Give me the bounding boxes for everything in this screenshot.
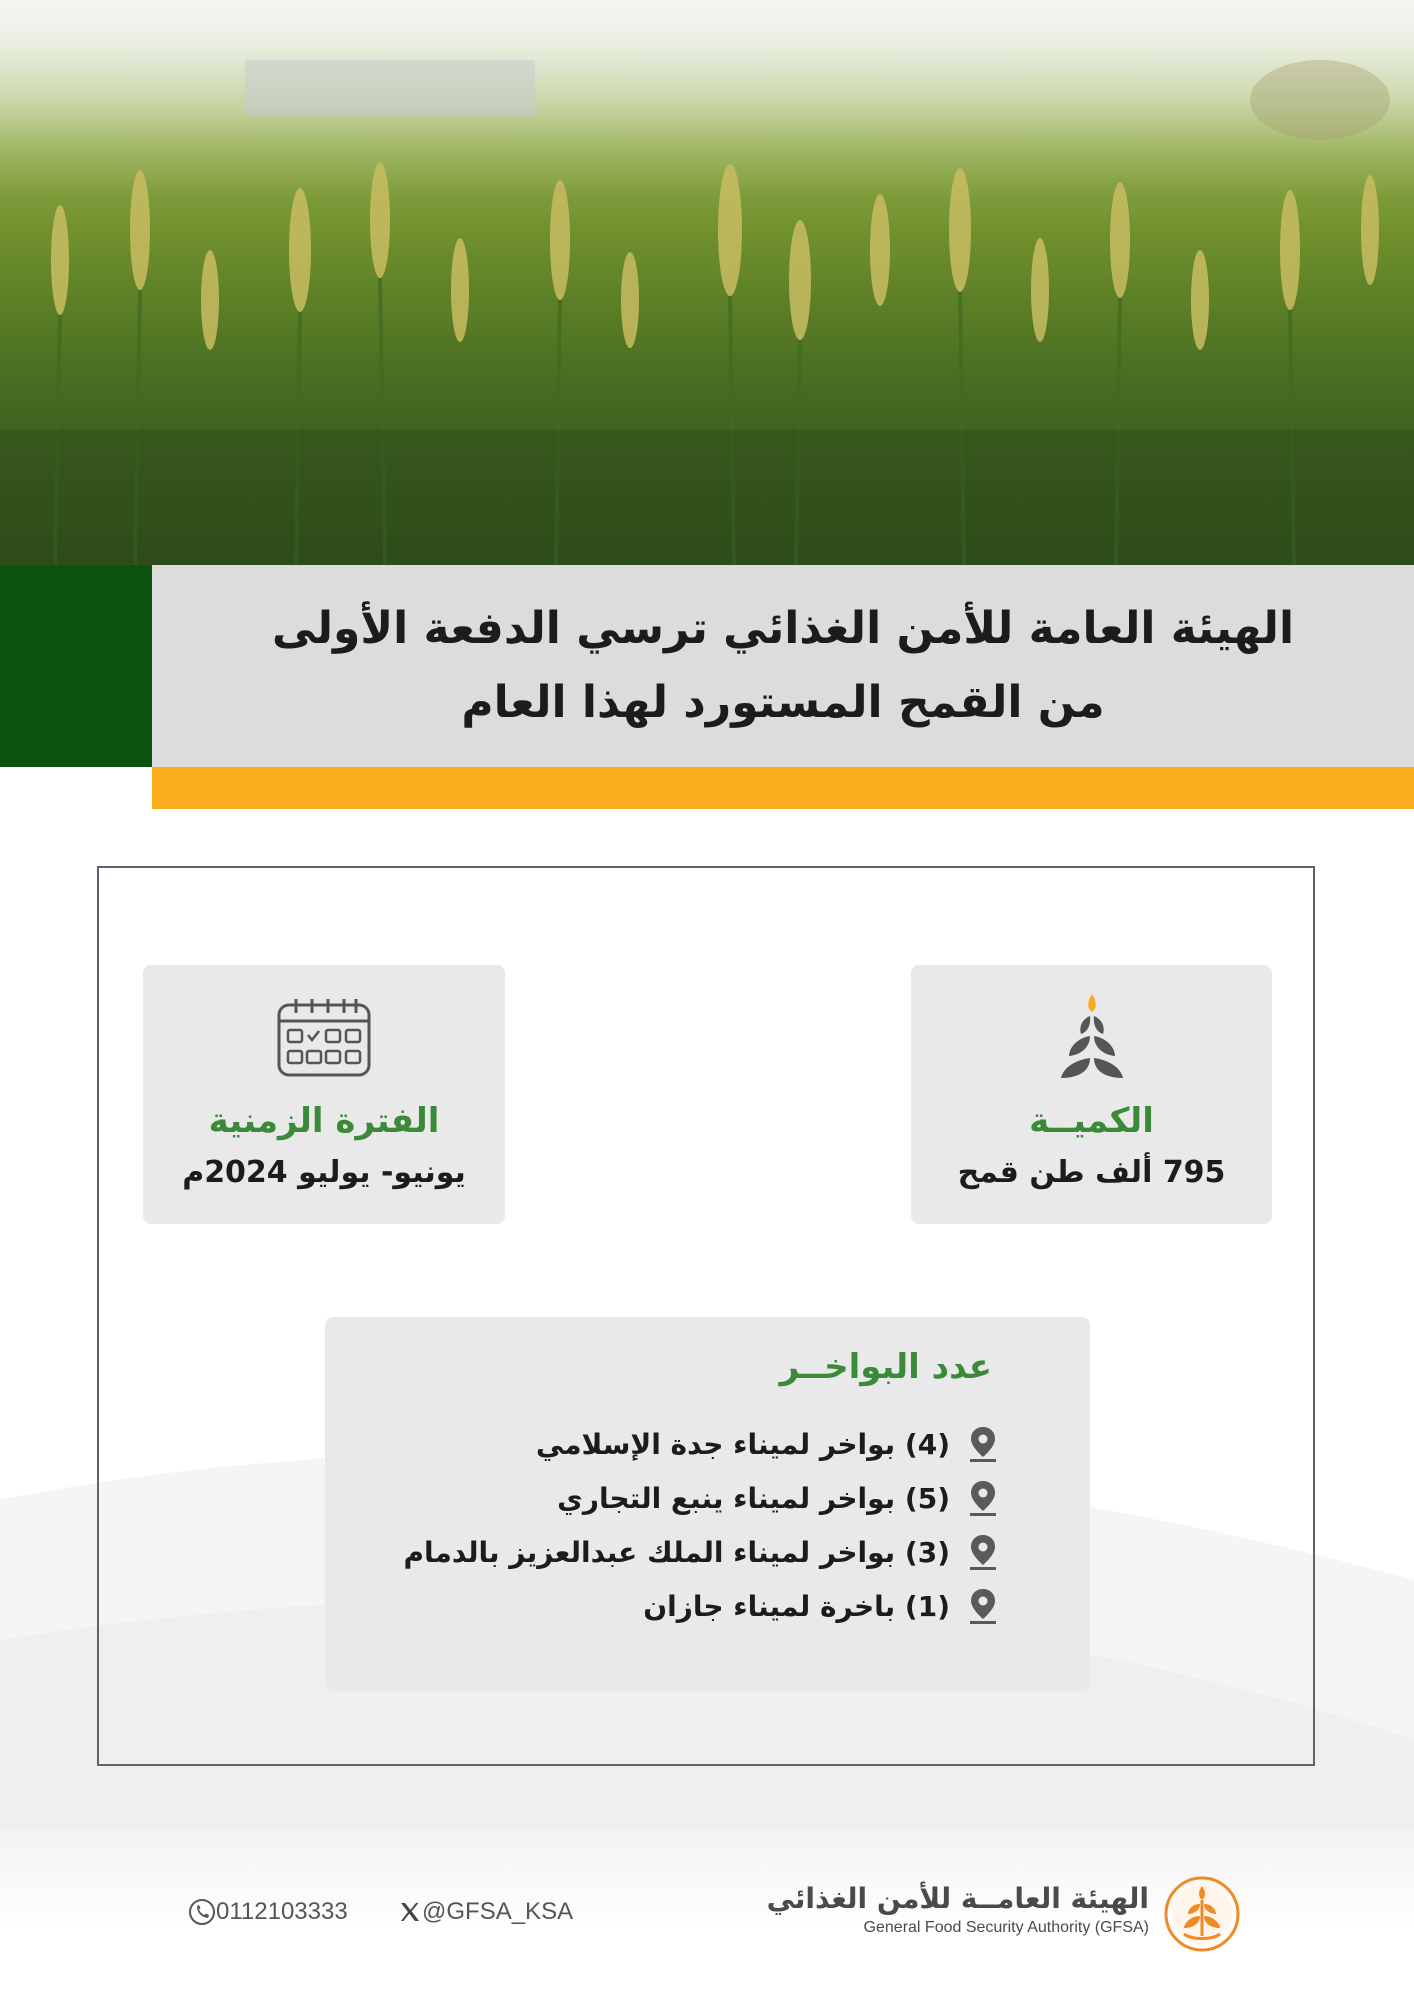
phone-number: 0112103333 xyxy=(216,1898,348,1925)
phone-icon xyxy=(188,1898,216,1926)
period-card xyxy=(143,965,505,1224)
ship-item xyxy=(358,1417,998,1471)
ship-item-text: (1) باخرة لميناء جازان xyxy=(643,1589,950,1623)
ships-title: عدد البواخــر xyxy=(779,1347,992,1387)
location-pin-icon xyxy=(968,1533,998,1571)
headline-band xyxy=(152,565,1414,767)
phone-contact[interactable] xyxy=(188,1898,348,1926)
ship-item-text: (3) بواخر لميناء الملك عبدالعزيز بالدمام xyxy=(403,1535,950,1569)
location-pin-icon xyxy=(968,1425,998,1463)
ship-item-text: (4) بواخر لميناء جدة الإسلامي xyxy=(535,1427,950,1461)
ship-item-text: (5) بواخر لميناء ينبع التجاري xyxy=(557,1481,950,1515)
green-accent-block xyxy=(0,565,152,767)
location-pin-icon xyxy=(968,1479,998,1517)
x-handle: @GFSA_KSA xyxy=(422,1898,574,1925)
headline-line-1: الهيئة العامة للأمن الغذائي ترسي الدفعة الأولى xyxy=(271,603,1295,654)
quantity-card xyxy=(911,965,1272,1224)
quantity-title: الكميــة xyxy=(1029,1101,1154,1141)
x-logo-icon xyxy=(398,1900,422,1924)
period-value: يونيو- يوليو 2024م xyxy=(182,1155,466,1190)
calendar-icon xyxy=(274,987,374,1087)
orange-accent-bar xyxy=(152,767,1414,809)
ships-list xyxy=(358,1417,998,1633)
ship-item xyxy=(358,1525,998,1579)
location-pin-icon xyxy=(968,1587,998,1625)
ship-item xyxy=(358,1579,998,1633)
ship-item xyxy=(358,1471,998,1525)
org-name-block xyxy=(767,1882,1149,1937)
org-name-ar: الهيئة العامــة للأمن الغذائي xyxy=(766,1882,1149,1915)
headline-line-2: من القمح المستورد لهذا العام xyxy=(461,677,1105,728)
org-name-en: General Food Security Authority (GFSA) xyxy=(863,1919,1149,1936)
hero-wheat-field-image xyxy=(0,0,1414,565)
ships-card xyxy=(325,1317,1090,1692)
period-title: الفترة الزمنية xyxy=(208,1101,440,1141)
x-social-link[interactable] xyxy=(398,1898,573,1926)
footer xyxy=(0,1870,1414,1960)
wheat-icon xyxy=(1042,987,1142,1087)
gfsa-logo-icon xyxy=(1162,1874,1242,1954)
quantity-value: 795 ألف طن قمح xyxy=(957,1155,1226,1190)
